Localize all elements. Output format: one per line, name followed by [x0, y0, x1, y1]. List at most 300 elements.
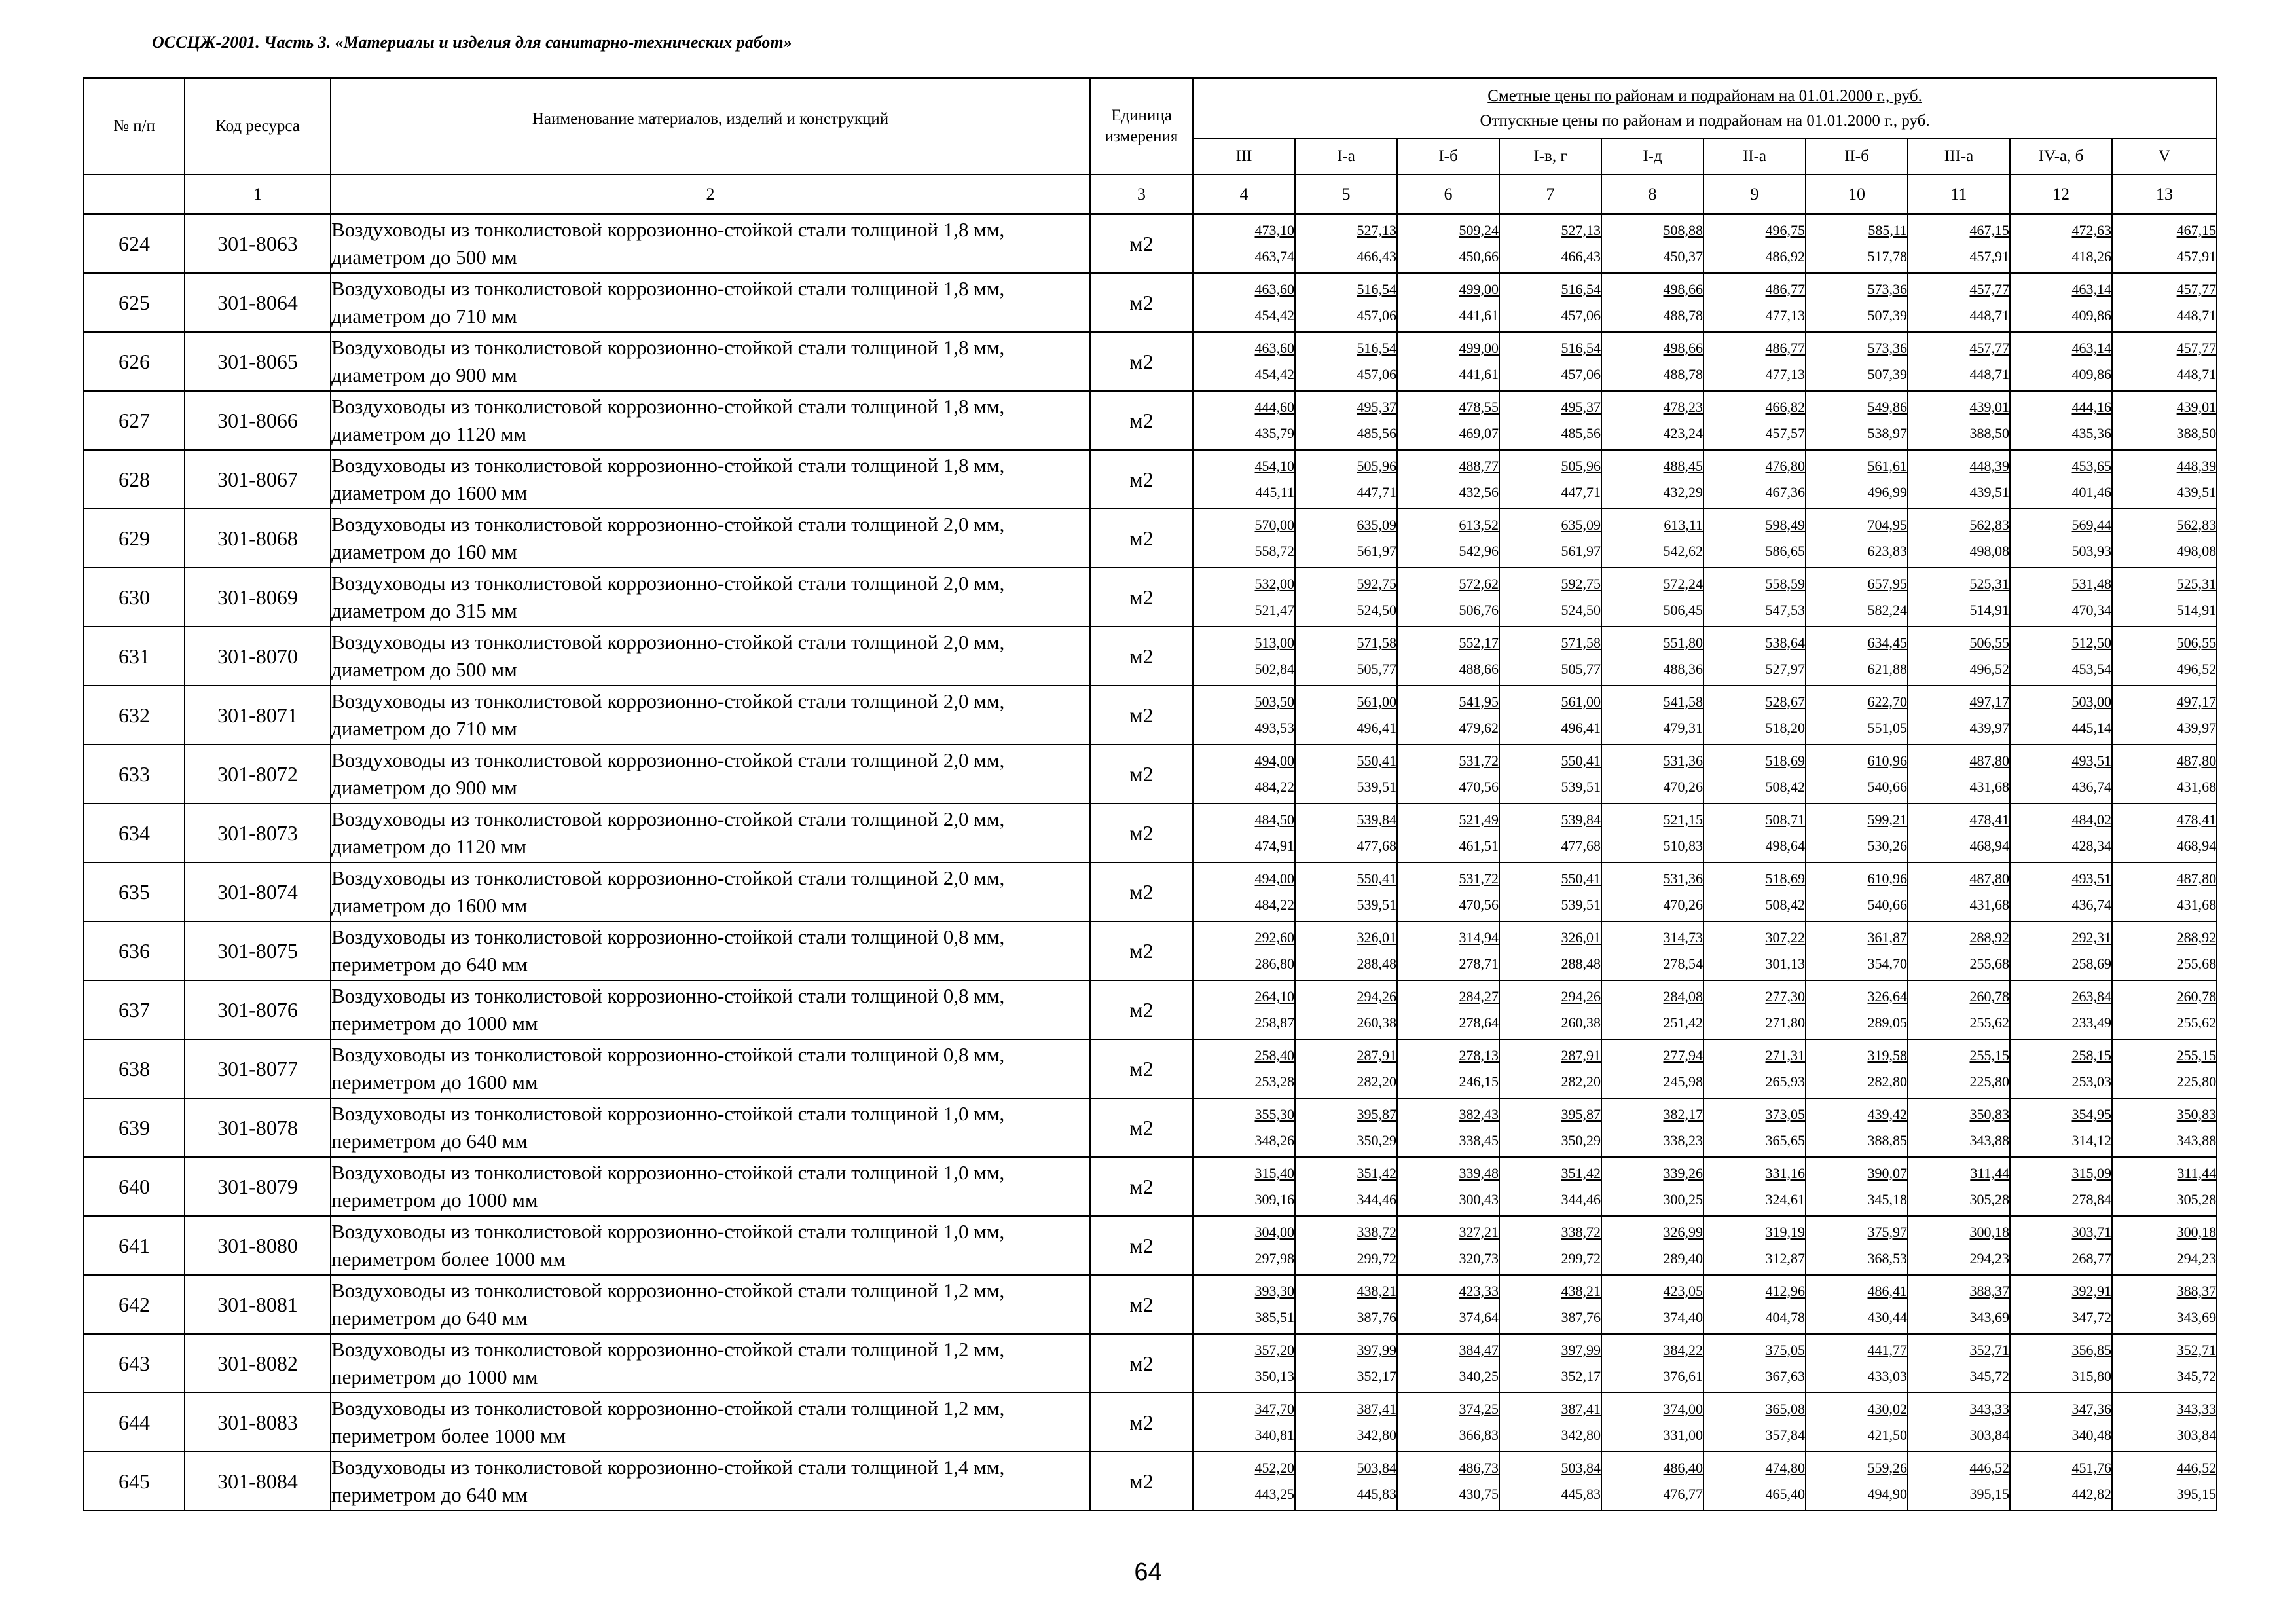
table-row [84, 1275, 2217, 1334]
price-cell [1397, 509, 1499, 568]
price-cell [1193, 980, 1295, 1039]
release-price: 443,25 [1254, 1486, 1294, 1502]
material-name: Воздуховоды из тонколистовой коррозионно-стойкой стали толщиной 1,8 мм, диаметром до 710 мм [331, 273, 1090, 332]
price-cell [2112, 1157, 2217, 1216]
estimated-price: 343,33 [1969, 1401, 2009, 1417]
estimated-price: 304,00 [1254, 1224, 1294, 1240]
estimated-price: 505,96 [1357, 458, 1396, 474]
price-cell [1499, 980, 1601, 1039]
unit-of-measure: м2 [1090, 980, 1193, 1039]
header-region: III [1193, 139, 1295, 175]
price-cell [1704, 273, 1806, 332]
estimated-price: 558,59 [1765, 576, 1805, 592]
release-price: 340,81 [1254, 1427, 1294, 1443]
price-cell [1704, 1275, 1806, 1334]
estimated-price: 635,09 [1357, 517, 1396, 533]
estimated-price: 541,58 [1663, 693, 1703, 710]
row-number: 636 [84, 921, 185, 980]
estimated-price: 506,55 [1969, 635, 2009, 651]
estimated-price: 487,80 [1969, 752, 2009, 769]
price-cell [1193, 1393, 1295, 1452]
release-price: 368,53 [1867, 1250, 1907, 1266]
release-price: 314,12 [2071, 1132, 2111, 1149]
release-price: 530,26 [1867, 838, 1907, 854]
release-price: 435,79 [1254, 425, 1294, 441]
estimated-price: 452,20 [1254, 1460, 1294, 1476]
estimated-price: 531,36 [1663, 870, 1703, 887]
price-cell [1499, 1098, 1601, 1157]
price-cell [1908, 980, 2010, 1039]
price-cell [2112, 273, 2217, 332]
release-price: 344,46 [1561, 1191, 1601, 1208]
estimated-price: 704,95 [1867, 517, 1907, 533]
estimated-price: 516,54 [1357, 281, 1396, 297]
resource-code: 301-8069 [185, 568, 331, 627]
price-cell [1601, 1275, 1704, 1334]
unit-of-measure: м2 [1090, 1157, 1193, 1216]
price-cell [2010, 1098, 2112, 1157]
price-cell [1397, 1393, 1499, 1452]
row-number: 639 [84, 1098, 185, 1157]
estimated-price: 486,40 [1663, 1460, 1703, 1476]
release-price: 508,42 [1765, 896, 1805, 913]
estimated-price: 439,01 [2176, 399, 2217, 415]
estimated-price: 441,77 [1867, 1342, 1907, 1358]
price-cell [1704, 568, 1806, 627]
estimated-price: 493,51 [2071, 752, 2111, 769]
release-price: 457,06 [1357, 307, 1396, 323]
release-price: 435,36 [2071, 425, 2111, 441]
price-cell [1295, 627, 1397, 686]
estimated-price: 373,05 [1765, 1106, 1805, 1122]
estimated-price: 444,16 [2071, 399, 2111, 415]
estimated-price: 572,62 [1459, 576, 1499, 592]
price-cell [1704, 803, 1806, 862]
estimated-price: 451,76 [2071, 1460, 2111, 1476]
price-cell [1295, 980, 1397, 1039]
release-price: 517,78 [1867, 248, 1907, 265]
price-cell [1397, 1098, 1499, 1157]
price-cell [2010, 921, 2112, 980]
header-region: V [2112, 139, 2217, 175]
release-price: 457,06 [1357, 366, 1396, 382]
price-cell [1499, 803, 1601, 862]
release-price: 477,68 [1561, 838, 1601, 854]
price-cell [2112, 686, 2217, 745]
unit-of-measure: м2 [1090, 332, 1193, 391]
price-cell [1704, 214, 1806, 273]
estimated-price: 571,58 [1357, 635, 1396, 651]
release-price: 448,71 [1969, 307, 2009, 323]
resource-code: 301-8079 [185, 1157, 331, 1216]
price-cell [2112, 214, 2217, 273]
release-price: 540,66 [1867, 779, 1907, 795]
price-cell [1193, 921, 1295, 980]
resource-code: 301-8067 [185, 450, 331, 509]
estimated-price: 365,08 [1765, 1401, 1805, 1417]
estimated-price: 527,13 [1561, 222, 1601, 238]
release-price: 542,62 [1663, 543, 1703, 559]
price-cell [1193, 686, 1295, 745]
price-cell [1908, 1275, 2010, 1334]
release-price: 299,72 [1357, 1250, 1396, 1266]
resource-code: 301-8078 [185, 1098, 331, 1157]
estimated-price: 463,14 [2071, 281, 2111, 297]
estimated-price: 561,00 [1561, 693, 1601, 710]
release-price: 477,13 [1765, 307, 1805, 323]
estimated-price: 498,66 [1663, 281, 1703, 297]
price-cell [1193, 627, 1295, 686]
resource-code: 301-8070 [185, 627, 331, 686]
price-cell [1806, 745, 1908, 803]
price-cell [1193, 1334, 1295, 1393]
estimated-price: 387,41 [1561, 1401, 1601, 1417]
price-cell [1806, 627, 1908, 686]
estimated-price: 448,39 [2176, 458, 2217, 474]
estimated-price: 277,30 [1765, 988, 1805, 1005]
estimated-price: 423,05 [1663, 1283, 1703, 1299]
table-row [84, 450, 2217, 509]
price-cell [1601, 273, 1704, 332]
estimated-price: 278,13 [1459, 1047, 1499, 1063]
estimated-price: 446,52 [2176, 1460, 2217, 1476]
release-price: 309,16 [1254, 1191, 1294, 1208]
row-number: 634 [84, 803, 185, 862]
estimated-price: 307,22 [1765, 929, 1805, 946]
release-price: 468,94 [2176, 838, 2217, 854]
estimated-price: 478,55 [1459, 399, 1499, 415]
price-cell [1499, 862, 1601, 921]
material-name: Воздуховоды из тонколистовой коррозионно-стойкой стали толщиной 2,0 мм, диаметром до 1600 мм [331, 862, 1090, 921]
release-price: 324,61 [1765, 1191, 1805, 1208]
estimated-price: 494,00 [1254, 870, 1294, 887]
estimated-price: 260,78 [2176, 988, 2217, 1005]
price-cell [1295, 1216, 1397, 1275]
release-price: 547,53 [1765, 602, 1805, 618]
price-cell [1601, 1452, 1704, 1511]
estimated-price: 528,67 [1765, 693, 1805, 710]
price-cell [2010, 1216, 2112, 1275]
release-price: 421,50 [1867, 1427, 1907, 1443]
estimated-price: 550,41 [1357, 870, 1396, 887]
estimated-price: 610,96 [1867, 752, 1907, 769]
price-cell [1295, 1334, 1397, 1393]
estimated-price: 486,73 [1459, 1460, 1499, 1476]
row-number: 635 [84, 862, 185, 921]
estimated-price: 474,80 [1765, 1460, 1805, 1476]
price-cell [2010, 803, 2112, 862]
estimated-price: 397,99 [1561, 1342, 1601, 1358]
release-price: 521,47 [1254, 602, 1294, 618]
release-price: 255,68 [2176, 955, 2217, 972]
estimated-price: 388,37 [1969, 1283, 2009, 1299]
header-region: III-а [1908, 139, 2010, 175]
header-col-unit: Единица измерения [1090, 78, 1193, 175]
release-price: 251,42 [1663, 1014, 1703, 1031]
price-cell [1704, 1216, 1806, 1275]
price-cell [1193, 568, 1295, 627]
header-region: II-а [1704, 139, 1806, 175]
price-cell [2010, 627, 2112, 686]
release-price: 445,14 [2071, 720, 2111, 736]
price-cell [1397, 273, 1499, 332]
release-price: 430,75 [1459, 1486, 1499, 1502]
release-price: 320,73 [1459, 1250, 1499, 1266]
table-row [84, 1098, 2217, 1157]
price-cell [2112, 391, 2217, 450]
price-cell [1601, 1098, 1704, 1157]
price-cell [1499, 627, 1601, 686]
release-price: 345,72 [2176, 1368, 2217, 1384]
release-price: 466,43 [1357, 248, 1396, 265]
estimated-price: 326,01 [1561, 929, 1601, 946]
price-cell [1806, 1334, 1908, 1393]
release-price: 278,54 [1663, 955, 1703, 972]
price-cell [1704, 1393, 1806, 1452]
price-cell [1193, 1098, 1295, 1157]
release-price: 365,65 [1765, 1132, 1805, 1149]
release-price: 470,26 [1663, 779, 1703, 795]
estimated-price: 354,95 [2071, 1106, 2111, 1122]
release-price: 454,42 [1254, 366, 1294, 382]
estimated-price: 487,80 [2176, 870, 2217, 887]
resource-code: 301-8064 [185, 273, 331, 332]
row-number: 633 [84, 745, 185, 803]
release-price: 439,97 [2176, 720, 2217, 736]
release-price: 442,82 [2071, 1486, 2111, 1502]
release-price: 305,28 [2176, 1191, 2217, 1208]
release-price: 436,74 [2071, 896, 2111, 913]
release-price: 294,23 [1969, 1250, 2009, 1266]
price-cell [1601, 509, 1704, 568]
estimated-price: 255,15 [1969, 1047, 2009, 1063]
estimated-price: 438,21 [1561, 1283, 1601, 1299]
resource-code: 301-8081 [185, 1275, 331, 1334]
estimated-price: 562,83 [2176, 517, 2217, 533]
price-cell [1295, 332, 1397, 391]
price-cell [1601, 1216, 1704, 1275]
release-price: 527,97 [1765, 661, 1805, 677]
price-cell [2010, 450, 2112, 509]
estimated-price: 300,18 [1969, 1224, 2009, 1240]
resource-code: 301-8068 [185, 509, 331, 568]
release-price: 467,36 [1765, 484, 1805, 500]
release-price: 300,25 [1663, 1191, 1703, 1208]
release-price: 507,39 [1867, 307, 1907, 323]
table-row [84, 745, 2217, 803]
estimated-price: 375,05 [1765, 1342, 1805, 1358]
estimated-price: 488,77 [1459, 458, 1499, 474]
release-price: 225,80 [1969, 1073, 2009, 1090]
estimated-price: 598,49 [1765, 517, 1805, 533]
price-cell [1499, 450, 1601, 509]
release-price: 488,66 [1459, 661, 1499, 677]
price-cell [1397, 391, 1499, 450]
estimated-price: 287,91 [1357, 1047, 1396, 1063]
estimated-price: 467,15 [2176, 222, 2217, 238]
release-price: 506,45 [1663, 602, 1703, 618]
price-cell [2010, 980, 2112, 1039]
price-cell [1601, 1039, 1704, 1098]
release-price: 401,46 [2071, 484, 2111, 500]
row-number: 638 [84, 1039, 185, 1098]
release-price: 294,23 [2176, 1250, 2217, 1266]
price-cell [1908, 391, 2010, 450]
release-price: 430,44 [1867, 1309, 1907, 1325]
row-number: 642 [84, 1275, 185, 1334]
release-price: 348,26 [1254, 1132, 1294, 1149]
price-cell [2010, 1275, 2112, 1334]
price-cell [1499, 745, 1601, 803]
estimated-price: 284,08 [1663, 988, 1703, 1005]
price-cell [1806, 1216, 1908, 1275]
price-cell [1193, 450, 1295, 509]
header-region: II-б [1806, 139, 1908, 175]
row-number: 624 [84, 214, 185, 273]
row-number: 631 [84, 627, 185, 686]
estimated-price: 327,21 [1459, 1224, 1499, 1240]
price-cell [1193, 273, 1295, 332]
release-price: 488,78 [1663, 307, 1703, 323]
estimated-price: 487,80 [2176, 752, 2217, 769]
header-estimated-prices: Сметные цены по районам и подрайонам на 01.01.2000 г., руб. [1487, 86, 1922, 105]
price-cell [1601, 568, 1704, 627]
release-price: 510,83 [1663, 838, 1703, 854]
column-number: 5 [1295, 175, 1397, 214]
price-cell [1704, 391, 1806, 450]
estimated-price: 392,91 [2071, 1283, 2111, 1299]
price-cell [1908, 686, 2010, 745]
estimated-price: 486,77 [1765, 340, 1805, 356]
release-price: 340,25 [1459, 1368, 1499, 1384]
release-price: 445,83 [1357, 1486, 1396, 1502]
release-price: 354,70 [1867, 955, 1907, 972]
price-cell [1601, 862, 1704, 921]
row-number: 628 [84, 450, 185, 509]
price-cell [1499, 1393, 1601, 1452]
estimated-price: 550,41 [1357, 752, 1396, 769]
release-price: 297,98 [1254, 1250, 1294, 1266]
estimated-price: 539,84 [1357, 811, 1396, 828]
estimated-price: 569,44 [2071, 517, 2111, 533]
release-price: 374,40 [1663, 1309, 1703, 1325]
price-cell [1806, 803, 1908, 862]
estimated-price: 503,84 [1357, 1460, 1396, 1476]
estimated-price: 314,73 [1663, 929, 1703, 946]
resource-code: 301-8073 [185, 803, 331, 862]
release-price: 488,36 [1663, 661, 1703, 677]
price-cell [2010, 745, 2112, 803]
price-cell [1806, 862, 1908, 921]
price-cell [1908, 1098, 2010, 1157]
price-cell [1908, 450, 2010, 509]
unit-of-measure: м2 [1090, 862, 1193, 921]
estimated-price: 384,47 [1459, 1342, 1499, 1358]
material-name: Воздуховоды из тонколистовой коррозионно-стойкой стали толщиной 1,8 мм, диаметром до 1120 мм [331, 391, 1090, 450]
price-cell [1499, 921, 1601, 980]
release-price: 450,37 [1663, 248, 1703, 265]
estimated-price: 331,16 [1765, 1165, 1805, 1181]
price-cell [1704, 1334, 1806, 1393]
price-cell [1193, 391, 1295, 450]
estimated-price: 258,40 [1254, 1047, 1294, 1063]
estimated-price: 531,72 [1459, 870, 1499, 887]
material-name: Воздуховоды из тонколистовой коррозионно-стойкой стали толщиной 1,0 мм, периметром до 640 мм [331, 1098, 1090, 1157]
release-price: 582,24 [1867, 602, 1907, 618]
estimated-price: 527,13 [1357, 222, 1396, 238]
release-price: 255,62 [1969, 1014, 2009, 1031]
release-price: 282,80 [1867, 1073, 1907, 1090]
price-cell [1499, 1157, 1601, 1216]
price-cell [1295, 391, 1397, 450]
estimated-price: 495,37 [1561, 399, 1601, 415]
estimated-price: 503,00 [2071, 693, 2111, 710]
estimated-price: 549,86 [1867, 399, 1907, 415]
row-number: 640 [84, 1157, 185, 1216]
unit-of-measure: м2 [1090, 1216, 1193, 1275]
price-cell [1601, 980, 1704, 1039]
release-price: 508,42 [1765, 779, 1805, 795]
price-cell [1908, 1039, 2010, 1098]
header-region: I-б [1397, 139, 1499, 175]
price-cell [1908, 1334, 2010, 1393]
column-number-blank [84, 175, 185, 214]
unit-of-measure: м2 [1090, 391, 1193, 450]
resource-code: 301-8071 [185, 686, 331, 745]
estimated-price: 622,70 [1867, 693, 1907, 710]
price-cell [1397, 1275, 1499, 1334]
estimated-price: 551,80 [1663, 635, 1703, 651]
price-cell [1397, 1039, 1499, 1098]
unit-of-measure: м2 [1090, 1039, 1193, 1098]
price-cell [1704, 921, 1806, 980]
price-cell [2112, 980, 2217, 1039]
release-price: 350,29 [1357, 1132, 1396, 1149]
price-cell [1806, 450, 1908, 509]
price-cell [1908, 1216, 2010, 1275]
price-cell [1704, 686, 1806, 745]
estimated-price: 326,01 [1357, 929, 1396, 946]
unit-of-measure: м2 [1090, 1098, 1193, 1157]
estimated-price: 487,80 [1969, 870, 2009, 887]
release-price: 561,97 [1357, 543, 1396, 559]
release-price: 431,68 [2176, 779, 2217, 795]
estimated-price: 314,94 [1459, 929, 1499, 946]
release-price: 477,68 [1357, 838, 1396, 854]
price-cell [1908, 1393, 2010, 1452]
estimated-price: 484,02 [2071, 811, 2111, 828]
price-cell [1499, 686, 1601, 745]
table-row [84, 862, 2217, 921]
estimated-price: 521,15 [1663, 811, 1703, 828]
release-price: 538,97 [1867, 425, 1907, 441]
release-price: 253,28 [1254, 1073, 1294, 1090]
column-number: 7 [1499, 175, 1601, 214]
price-cell [1295, 862, 1397, 921]
price-cell [1295, 686, 1397, 745]
price-cell [1908, 803, 2010, 862]
unit-of-measure: м2 [1090, 450, 1193, 509]
price-cell [1295, 1098, 1397, 1157]
price-cell [2112, 1098, 2217, 1157]
estimated-price: 423,33 [1459, 1283, 1499, 1299]
column-number: 3 [1090, 175, 1193, 214]
release-price: 258,87 [1254, 1014, 1294, 1031]
release-price: 503,93 [2071, 543, 2111, 559]
estimated-price: 478,41 [2176, 811, 2217, 828]
release-price: 457,91 [1969, 248, 2009, 265]
release-price: 404,78 [1765, 1309, 1805, 1325]
